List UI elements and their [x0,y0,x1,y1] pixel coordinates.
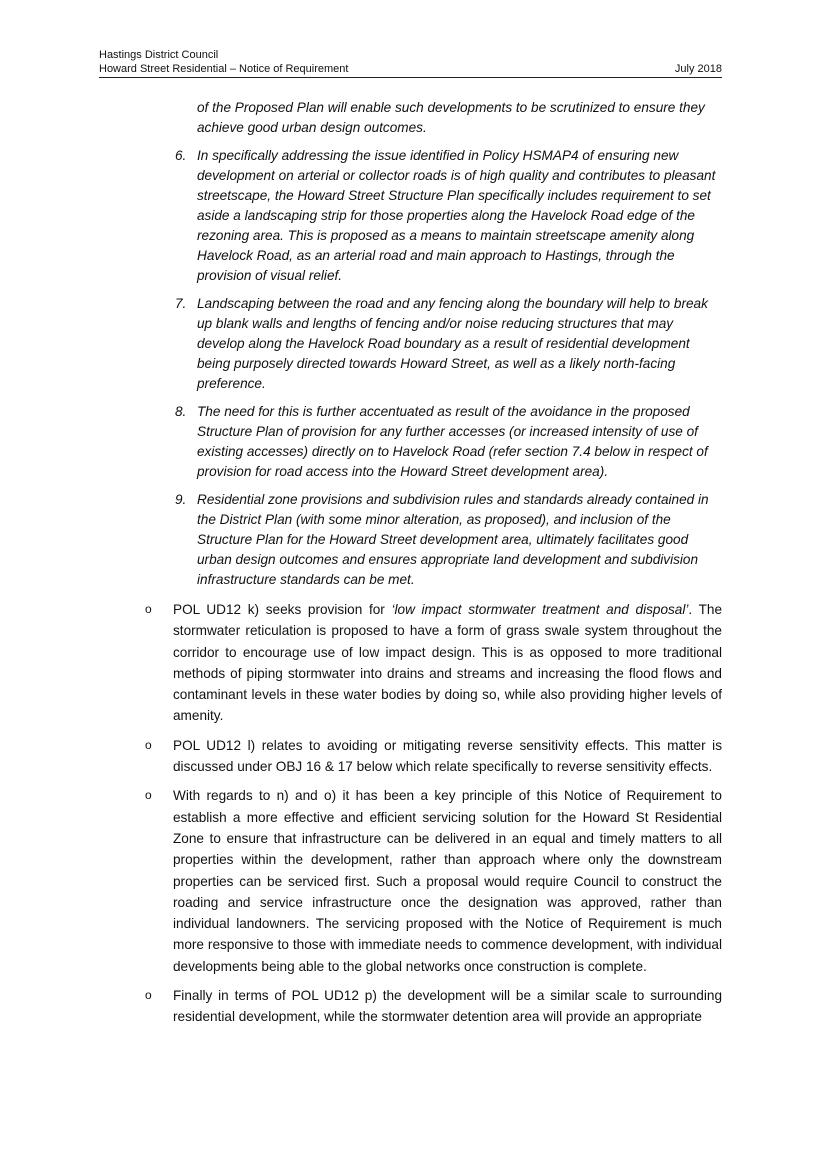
bullet-item [145,785,722,977]
italic-numbered-section [173,98,718,590]
list-item [173,490,718,590]
continuation-paragraph: of the Proposed Plan will enable such developments to be scrutinized to ensure they achieve good urban design outcomes. [197,100,705,135]
list-item [173,294,718,394]
bullet-text: With regards to n) and o) it has been a key principle of this Notice of Requirement to establish a more effective and efficient servicing solution for the Howard St Residential Zone to ensure that infrastructure can be delivered in an equal and timely matters to all properties within the development, rather than approach where only the downstream properties can be serviced first. Such a proposal would require Council to construct the roading and service infrastructure once the designation was approved, rather than individual landowners. The servicing proposed with the Notice of Requirement is much more responsive to those with immediate needs to commence development, with individual developments being able to the global networks once construction is complete. [173,788,722,974]
bullet-text: Finally in terms of POL UD12 p) the development will be a similar scale to surrounding residential development, while the stormwater detention area will provide an appropriate [173,988,722,1025]
bullet-text-post: . The stormwater reticulation is proposed to have a form of grass swale system throughout the corridor to encourage use of low impact design. This is as opposed to more traditional methods of piping stormwater into drains and streams and increasing the flood flows and contaminant levels in these water bodies by doing so, while also providing higher levels of amenity. [173,602,723,724]
header-org: Hastings District Council [99,49,219,61]
bullet-marker: o [145,602,152,616]
item-number: 9. [175,492,187,507]
bullet-item [145,985,722,1028]
bullet-marker: o [145,988,152,1003]
item-text: Residential zone provisions and subdivision rules and standards already contained in the District Plan (with some minor alteration, as proposed), and inclusion of the Structure Plan for the Howard Street development area, ultimately facilitates good urban design outcomes and ensures appropriate land development and subdivision infrastructure standards can be met. [197,492,709,587]
page-header [99,48,722,78]
bullet-text: POL UD12 l) relates to avoiding or mitigating reverse sensitivity effects. This matter is discussed under OBJ 16 & 17 below which relate specifically to reverse sensitivity effects. [173,737,722,775]
item-text: The need for this is further accentuated as result of the avoidance in the proposed Structure Plan of provision for any further accesses (or increased intensity of use of existing accesses) directly on to Havelock Road (refer section 7.4 below in respect of provision for road access into the Howard Street development area). [197,404,708,479]
list-item [173,146,718,286]
bullet-marker: o [145,788,152,803]
bullet-list [145,599,722,1036]
header-title: Howard Street Residential – Notice of Requirement [99,63,349,75]
header-row [99,62,722,78]
item-text: In specifically addressing the issue identified in Policy HSMAP4 of ensuring new development on arterial or collector roads is of high quality and contributes to pleasant streetscape, the Howard Street Structure Plan specifically includes requirement to set aside a landscaping strip for those properties along the Havelock Road edge of the rezoning area. This is proposed as a means to maintain streetscape amenity along Havelock Road, as an arterial road and main approach to Hastings, through the provision of visual relief. [197,148,716,283]
bullet-quote: ‘low impact stormwater treatment and disposal’ [391,602,689,617]
list-item [173,402,718,482]
item-number: 6. [175,148,187,163]
item-number: 8. [175,404,187,419]
header-date: July 2018 [674,63,722,75]
item-number: 7. [175,296,187,311]
item-text: Landscaping between the road and any fencing along the boundary will help to break up blank walls and lengths of fencing and/or noise reducing structures that may develop along the Havelock Road boundary as a result of residential development being purposely directed towards Howard Street, as well as a likely north-facing preference. [197,296,708,391]
bullet-item [145,599,722,727]
numbered-list [173,146,718,590]
bullet-item [145,735,722,778]
bullet-text-pre: POL UD12 k) seeks provision for [173,602,392,617]
bullet-marker: o [145,737,152,752]
